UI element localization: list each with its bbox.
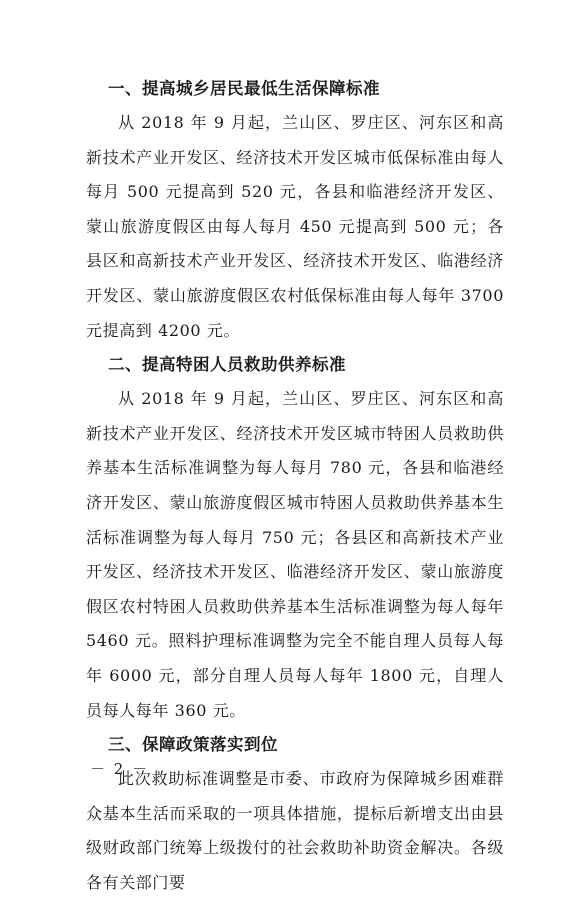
section-1-heading: 一、提高城乡居民最低生活保障标准 xyxy=(108,79,380,98)
section-2-heading: 二、提高特困人员救助供养标准 xyxy=(108,355,346,375)
section-3-heading: 三、保障政策落实到位 xyxy=(108,735,278,755)
section-2-paragraph: 从 2018 年 9 月起，兰山区、罗庄区、河东区和高新技术产业开发区、经济技术开发区城市特困人员救助供养基本生活标准调整为每人每月 780 元，各县和临港经济开发区、蒙山旅游度假区城市特困人员救助供养基本生活标准调整为每人每月 750 元；各县区和高新技术产业开发区、经济技术开发区、临港经济开发区、蒙山旅游度假区农村特困人员救助供养基本生活标准调整为每人每年 5460 元。照料护理标准调整为完全不能自理人员每人每年 6000 元，部分自理人员每人每年 1800 元，自理人员每人每年 360 元。 xyxy=(86,389,504,720)
page-number: － 2 － xyxy=(90,760,150,778)
section-3-paragraph: 此次救助标准调整是市委、市政府为保障城乡困难群众基本生活而采取的一项具体措施，提标后新增支出由县级财政部门统筹上级拨付的社会救助补助资金解决。各级各有关部门要 xyxy=(86,769,504,892)
section-1-paragraph: 从 2018 年 9 月起，兰山区、罗庄区、河东区和高新技术产业开发区、经济技术开发区城市低保标准由每人每月 500 元提高到 520 元，各县和临港经济开发区、蒙山旅游度假区由每人每月 450 元提高到 500 元；各县区和高新技术产业开发区、经济技术开发区、临港经济开发区、蒙山旅游度假区农村低保标准由每人每年 3700 元提高到 4200 元。 xyxy=(86,113,504,340)
